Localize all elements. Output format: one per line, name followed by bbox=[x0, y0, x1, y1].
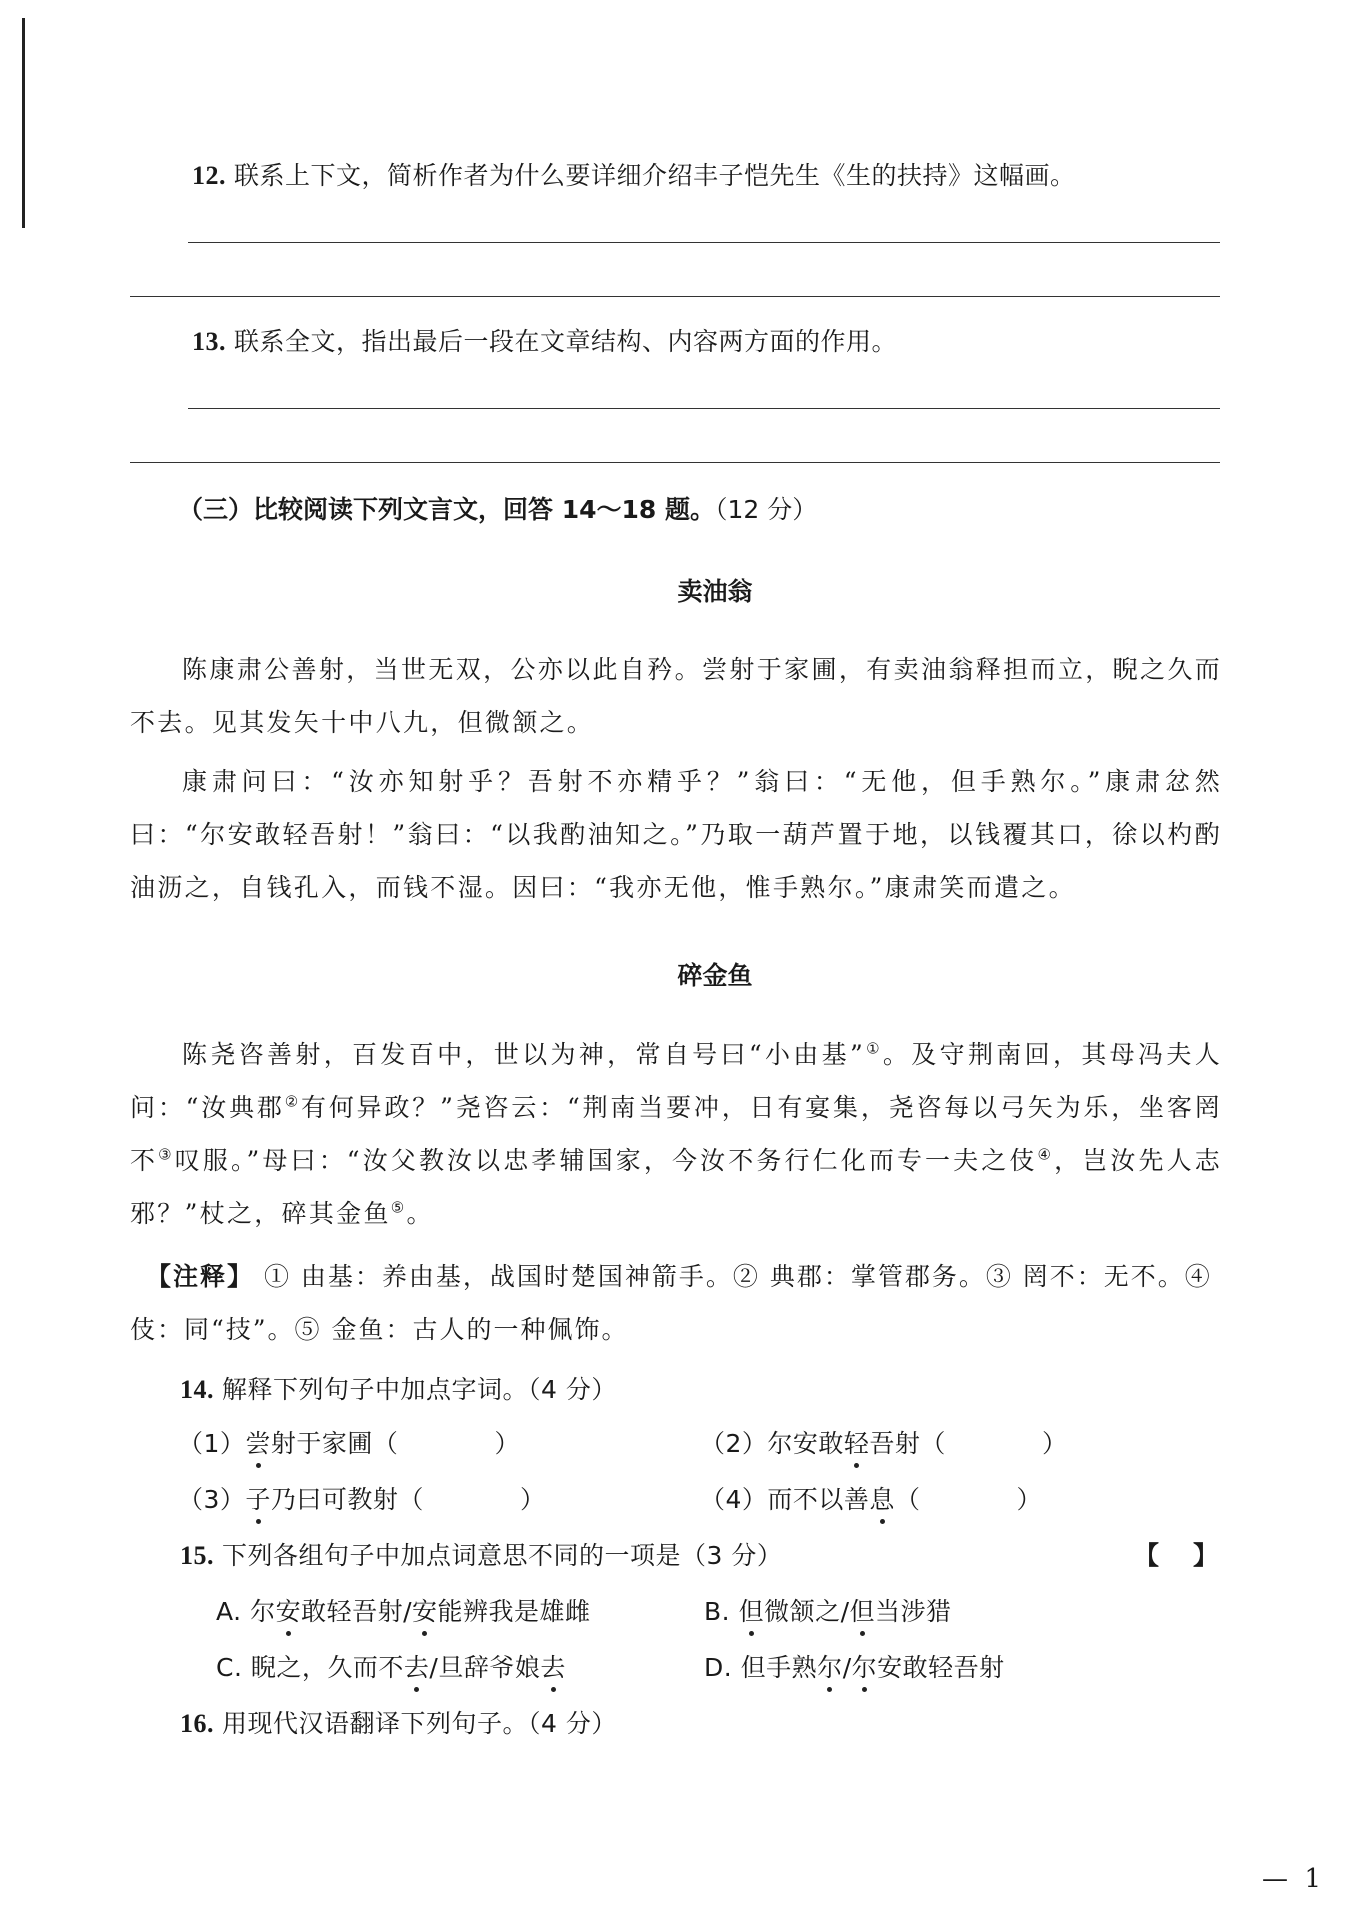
q14-item-2-dotted: 轻 bbox=[844, 1424, 870, 1460]
question-15-text: 下列各组句子中加点词意思不同的一项是（3 分） bbox=[222, 1541, 783, 1570]
article-2-seg-1: 陈尧咨善射，百发百中，世以为神，常自号曰“小由基” bbox=[182, 1040, 866, 1069]
q15-option-a-dotted-2: 安 bbox=[412, 1592, 438, 1628]
footnote-mark-3: ③ bbox=[158, 1145, 175, 1164]
q14-item-1-text: 射于家圃（ bbox=[270, 1429, 399, 1458]
question-16 bbox=[180, 1704, 617, 1740]
q14-item-4-text: （ bbox=[894, 1485, 921, 1514]
article-2-paragraph bbox=[130, 1028, 1222, 1240]
q14-item-1-close: ） bbox=[494, 1429, 520, 1458]
q15-option-d-text-1: 但手熟 bbox=[740, 1653, 818, 1682]
q14-item-1-prefix: （1） bbox=[178, 1429, 246, 1458]
q15-option-d-dotted-1: 尔 bbox=[817, 1648, 843, 1684]
footnote-mark-4: ④ bbox=[1037, 1145, 1055, 1164]
page-edge-line bbox=[22, 18, 25, 228]
q15-option-c-text-1: 睨之，久而不 bbox=[250, 1653, 404, 1682]
q15-option-a-text-1: 尔 bbox=[250, 1597, 276, 1626]
question-13-text: 联系全文，指出最后一段在文章结构、内容两方面的作用。 bbox=[234, 327, 898, 356]
q15-option-b-text-2: 微颔之/ bbox=[764, 1597, 850, 1626]
q15-option-d[interactable] bbox=[704, 1648, 1005, 1684]
q15-option-a-dotted-1: 安 bbox=[276, 1592, 302, 1628]
annotation-notes bbox=[130, 1250, 1222, 1356]
q14-item-3-close: ） bbox=[519, 1485, 546, 1514]
article-1-title: 卖油翁 bbox=[677, 577, 753, 606]
q15-option-d-text-3: 安敢轻吾射 bbox=[877, 1653, 1005, 1682]
article-2-seg-4: 叹服。”母曰：“汝父教汝以忠孝辅国家，今汝不务行仁化而专一夫之伎 bbox=[174, 1146, 1038, 1175]
question-12-text: 联系上下文，简析作者为什么要详细介绍丰子恺先生《生的扶持》这幅画。 bbox=[234, 161, 1076, 190]
article-1-paragraph-1: 陈康肃公善射，当世无双，公亦以此自矜。尝射于家圃，有卖油翁释担而立，睨之久而不去。见其发矢十中八九，但微颔之。 bbox=[130, 655, 1222, 737]
article-2-seg-6: 。 bbox=[406, 1199, 434, 1228]
q15-option-a-label: A. bbox=[216, 1597, 242, 1626]
question-14-text: 解释下列句子中加点字词。（4 分） bbox=[222, 1375, 617, 1404]
q14-item-2 bbox=[700, 1424, 1067, 1460]
answer-line-13b[interactable] bbox=[130, 462, 1220, 463]
article-2-seg-3: 有何异政？”尧咨云：“荆南当要冲，日有宴集，尧咨每以弓矢为乐，坐客罔不 bbox=[130, 1093, 1222, 1175]
q15-answer-bracket[interactable]: 【】 bbox=[1134, 1541, 1253, 1570]
q15-option-d-text-2: / bbox=[842, 1653, 852, 1682]
section-3-heading bbox=[178, 490, 817, 526]
q15-option-c-dotted-2: 去 bbox=[540, 1648, 566, 1684]
footnote-mark-5: ⑤ bbox=[390, 1198, 407, 1217]
q14-item-3-text: 乃曰可教射（ bbox=[270, 1485, 424, 1514]
notes-tag: 【注释】 bbox=[146, 1262, 255, 1291]
q14-item-4-dotted: 息 bbox=[869, 1480, 895, 1516]
q15-option-b-label: B. bbox=[704, 1597, 731, 1626]
q14-item-2-prefix: （2）尔安敢 bbox=[700, 1429, 844, 1458]
question-14 bbox=[180, 1370, 617, 1406]
footnote-mark-1: ① bbox=[865, 1039, 883, 1058]
question-13-number: 13. bbox=[192, 327, 226, 356]
q14-item-3-dotted: 子 bbox=[245, 1480, 271, 1516]
section-3-heading-text: （三）比较阅读下列文言文，回答 14～18 题。 bbox=[178, 495, 715, 524]
notes-text: ① 由基：养由基，战国时楚国神箭手。② 典郡：掌管郡务。③ 罔不：无不。④ 伎：同“技”。⑤ 金鱼：古人的一种佩饰。 bbox=[130, 1262, 1212, 1344]
answer-line-12b[interactable] bbox=[130, 296, 1220, 297]
footer-dash: — bbox=[1262, 1864, 1288, 1894]
answer-line-13a[interactable] bbox=[188, 408, 1220, 409]
q14-item-4 bbox=[700, 1480, 1042, 1516]
article-2-seg-2: 。及守荆南回，其母冯夫人问：“汝典郡 bbox=[130, 1040, 1222, 1122]
page-number: 1 bbox=[1304, 1864, 1322, 1894]
q15-option-b[interactable] bbox=[704, 1592, 952, 1628]
q15-option-b-text-3: 当涉猎 bbox=[875, 1597, 952, 1626]
q15-option-c[interactable] bbox=[216, 1648, 566, 1684]
q14-item-3-prefix: （3） bbox=[178, 1485, 246, 1514]
q15-option-b-dotted-2: 但 bbox=[850, 1592, 876, 1628]
q15-option-c-dotted-1: 去 bbox=[404, 1648, 430, 1684]
q14-item-4-close: ） bbox=[1016, 1485, 1042, 1514]
q14-item-2-close: ） bbox=[1041, 1429, 1068, 1458]
page-footer bbox=[1262, 1864, 1321, 1894]
q14-item-2-text: 吾射（ bbox=[869, 1429, 946, 1458]
q14-item-1-dotted: 尝 bbox=[245, 1424, 271, 1460]
article-1-paragraph-2: 康肃问曰：“汝亦知射乎？吾射不亦精乎？”翁曰：“无他，但手熟尔。”康肃忿然曰：“尔安敢轻吾射！”翁曰：“以我酌油知之。”乃取一葫芦置于地，以钱覆其口，徐以杓酌油沥之，自钱孔入，而钱不湿。因曰：“我亦无他，惟手熟尔。”康肃笑而遣之。 bbox=[130, 767, 1222, 902]
question-16-text: 用现代汉语翻译下列句子。（4 分） bbox=[222, 1709, 617, 1738]
section-3-points: （12 分） bbox=[715, 495, 818, 524]
q15-option-b-dotted-1: 但 bbox=[739, 1592, 765, 1628]
q14-item-1 bbox=[178, 1424, 520, 1460]
q15-option-c-text-2: /旦辞爷娘 bbox=[429, 1653, 541, 1682]
question-15-number: 15. bbox=[180, 1541, 214, 1570]
footnote-mark-2: ② bbox=[284, 1092, 301, 1111]
q15-option-d-dotted-2: 尔 bbox=[852, 1648, 878, 1684]
q14-item-4-prefix: （4）而不以善 bbox=[700, 1485, 870, 1514]
answer-line-12a[interactable] bbox=[188, 242, 1220, 243]
q15-option-a[interactable] bbox=[216, 1592, 591, 1628]
q15-option-d-label: D. bbox=[704, 1653, 733, 1682]
q15-option-c-label: C. bbox=[216, 1653, 243, 1682]
article-2-title: 碎金鱼 bbox=[677, 961, 753, 990]
question-16-number: 16. bbox=[180, 1709, 214, 1738]
q15-option-a-text-2: 敢轻吾射/ bbox=[301, 1597, 413, 1626]
question-12-number: 12. bbox=[192, 161, 226, 190]
q14-item-3 bbox=[178, 1480, 545, 1516]
question-12 bbox=[192, 156, 1076, 192]
question-14-number: 14. bbox=[180, 1375, 214, 1404]
article-2-seg-5: ，岂汝先人志邪？”杖之，碎其金鱼 bbox=[130, 1146, 1222, 1228]
q15-option-a-text-3: 能辨我是雄雌 bbox=[437, 1597, 591, 1626]
question-15 bbox=[180, 1536, 782, 1572]
question-13 bbox=[192, 322, 897, 358]
